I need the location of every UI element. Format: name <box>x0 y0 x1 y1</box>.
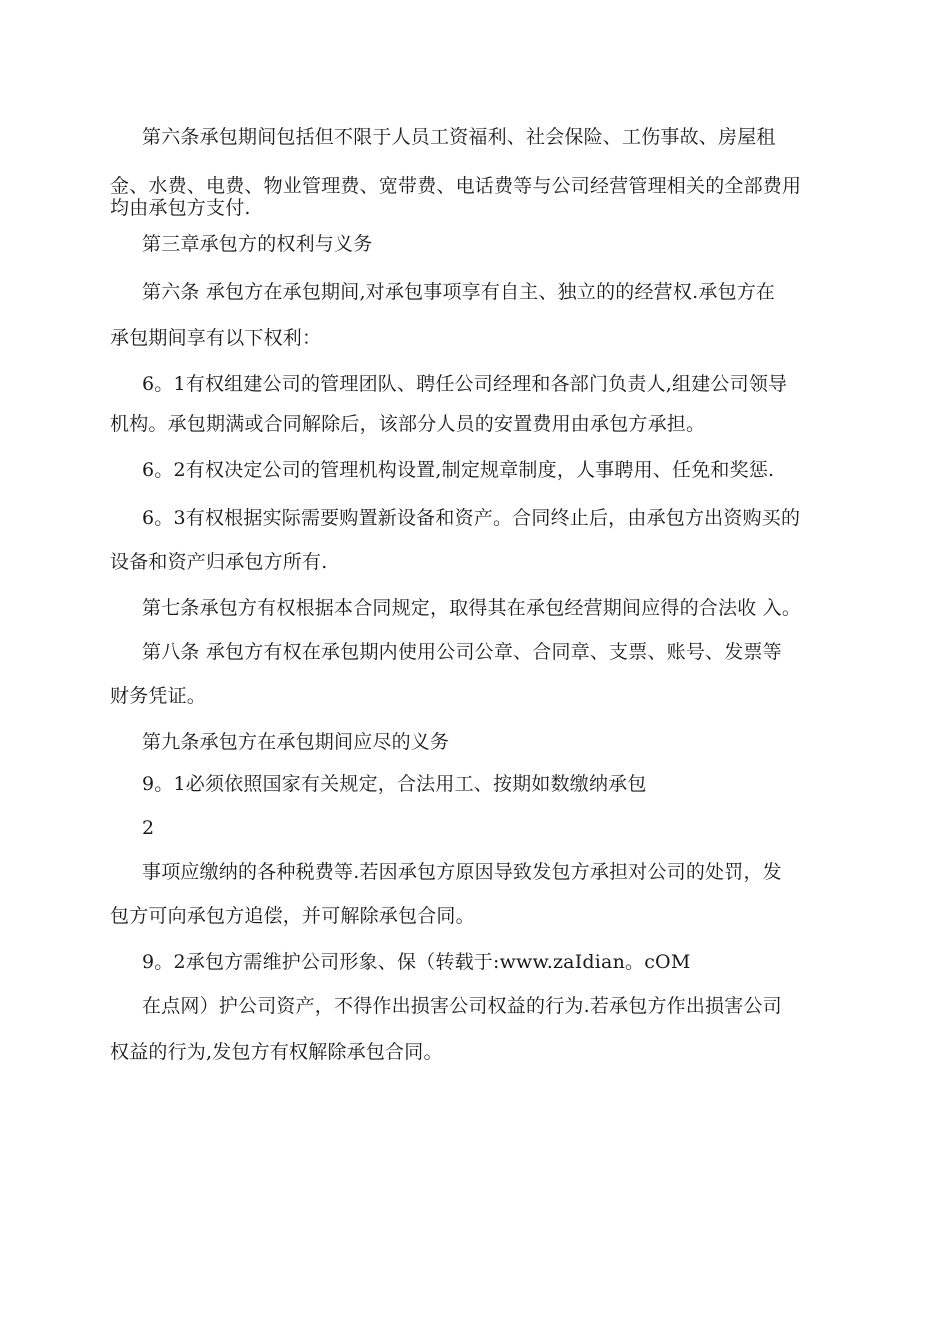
paragraph-line: 6。3有权根据实际需要购置新设备和资产。合同终止后，由承包方出资购买的 <box>142 507 801 529</box>
paragraph-line: 第九条承包方在承包期间应尽的义务 <box>142 731 450 753</box>
paragraph-line: 权益的行为,发包方有权解除承包合同。 <box>110 1041 443 1063</box>
paragraph-line: 第八条 承包方有权在承包期内使用公司公章、合同章、支票、账号、发票等 <box>142 641 782 663</box>
paragraph-line: 机构。承包期满或合同解除后，该部分人员的安置费用由承包方承担。 <box>110 413 706 435</box>
page-number: 2 <box>142 817 155 839</box>
chapter-heading: 第三章承包方的权利与义务 <box>142 233 373 255</box>
paragraph-line: 均由承包方支付. <box>110 197 251 219</box>
paragraph-line: 第六条 承包方在承包期间,对承包事项享有自主、独立的的经营权.承包方在 <box>142 281 776 303</box>
paragraph-line: 事项应缴纳的各种税费等.若因承包方原因导致发包方承担对公司的处罚，发 <box>142 861 782 883</box>
paragraph-line: 第七条承包方有权根据本合同规定，取得其在承包经营期间应得的合法收 入。 <box>142 597 802 619</box>
paragraph-line: 9。2承包方需维护公司形象、保（转载于:www.zaIdian。cOM <box>142 951 691 973</box>
paragraph-line: 包方可向承包方追偿，并可解除承包合同。 <box>110 905 475 927</box>
paragraph-line: 承包期间享有以下权利： <box>110 327 322 349</box>
paragraph-line: 金、水费、电费、物业管理费、宽带费、电话费等与公司经营管理相关的全部费用 <box>110 175 802 197</box>
paragraph-line: 9。1必须依照国家有关规定，合法用工、按期如数缴纳承包 <box>142 773 647 795</box>
paragraph-line: 第六条承包期间包括但不限于人员工资福利、社会保险、工伤事故、房屋租 <box>142 126 776 148</box>
paragraph-line: 6。1有权组建公司的管理团队、聘任公司经理和各部门负责人,组建公司领导 <box>142 373 788 395</box>
paragraph-line: 财务凭证。 <box>110 685 207 707</box>
paragraph-line: 设备和资产归承包方所有. <box>110 551 328 573</box>
paragraph-line: 6。2有权决定公司的管理机构设置,制定规章制度，人事聘用、任免和奖惩. <box>142 459 775 481</box>
paragraph-line: 在点网）护公司资产，不得作出损害公司权益的行为.若承包方作出损害公司 <box>142 995 782 1017</box>
